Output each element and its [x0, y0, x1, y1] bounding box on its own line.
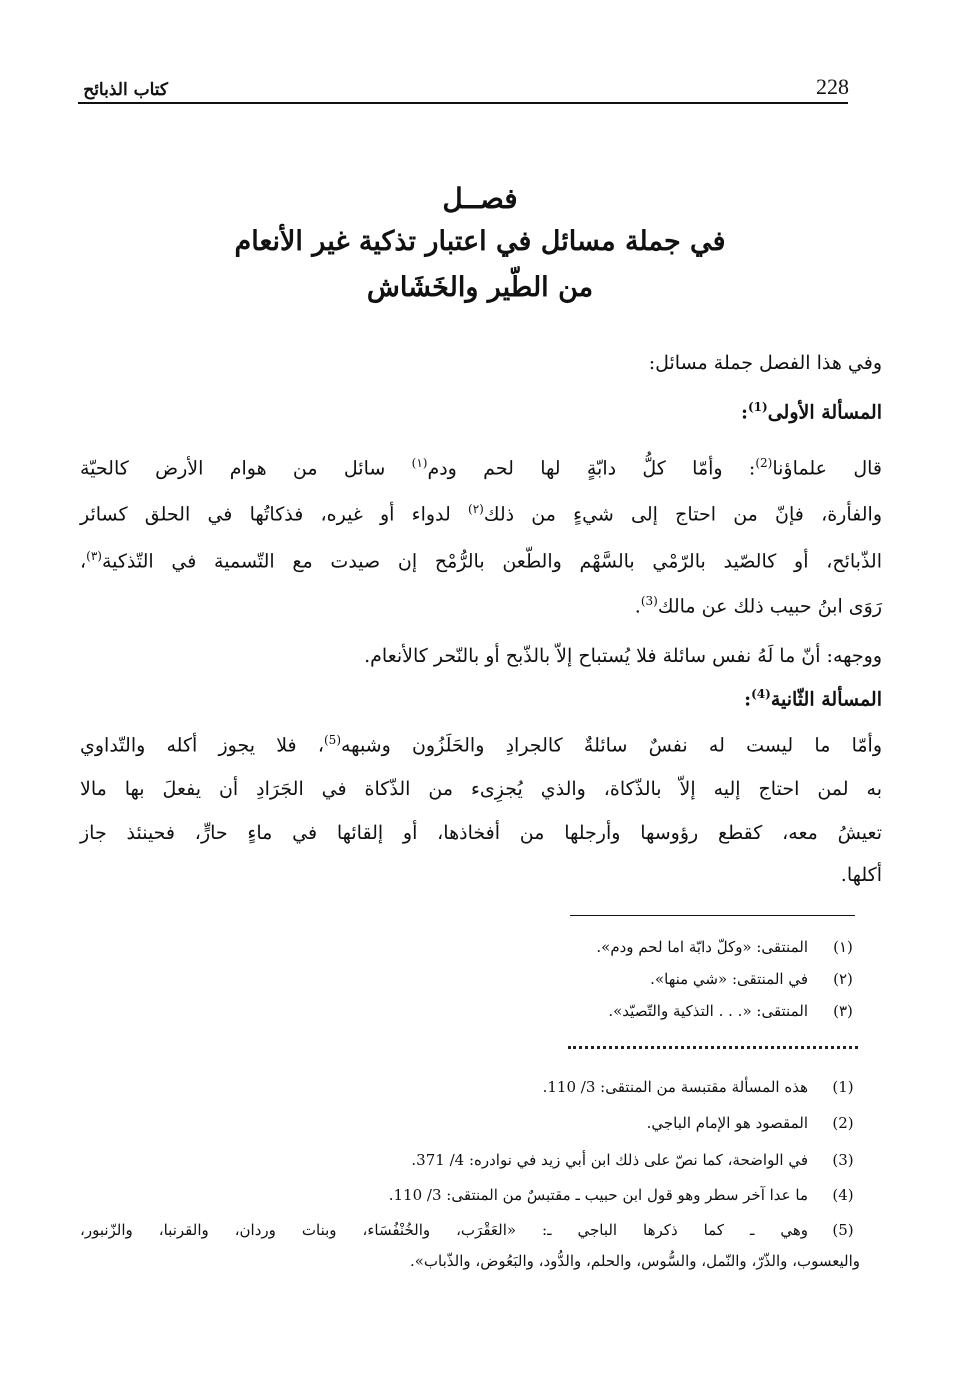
paragraph-3-line-1: وأمّا ما ليست له نفسٌ سائلةٌ كالجرادِ والحَلَزُون وشبهه$^{(5)}$، فلا يجوز أكله والتّداوي — [80, 733, 882, 757]
footnote-text: ما عدا آخر سطر وهو قول ابن حبيب ـ مقتبسٌ من المنتقى: 3/ 110. — [388, 1186, 808, 1204]
footnote-text: المنتقى: «. . . التذكية والتّصيّد». — [608, 1002, 808, 1020]
header-rule — [78, 102, 848, 104]
question-1-heading: المسألة الأولى$^{(1)}$: — [740, 400, 882, 424]
running-header-book-title: كتاب الذبائح — [83, 80, 168, 100]
question-2-heading-text: المسألة الثّانية — [770, 688, 882, 711]
question-2-heading: المسألة الثّانية$^{(4)}$: — [744, 687, 882, 711]
section-subtitle-line-1: في جملة مسائل في اعتبار تذكية غير الأنعام — [234, 226, 726, 257]
footnote-number: (3) — [832, 1151, 854, 1169]
footnote-text: في الواضحة، كما نصّ على ذلك ابن أبي زيد في نوادره: 4/ 371. — [411, 1151, 808, 1169]
footnote-text: في المنتقى: «شي منها». — [650, 970, 808, 988]
question-1-heading-text: المسألة الأولى — [767, 401, 882, 424]
footnote-text: المنتقى: «وكلّ دابّة اما لحم ودم». — [596, 938, 808, 956]
paragraph-3-line-4: أكلها. — [840, 864, 882, 886]
paragraph-3-line-2: به لمن احتاج إليه إلاّ بالذّكاة، والذي يُجزِىء من الذّكاة في الجَرَادِ أن يفعلَ بها مالا — [80, 778, 882, 800]
paragraph-2: ووجهه: أنّ ما لَهُ نفس سائلة فلا يُستباح إلاّ بالذّبح أو بالنّحر كالأنعام. — [364, 645, 882, 667]
footnote-ref: (١) — [411, 456, 428, 470]
intro-line: وفي هذا الفصل جملة مسائل: — [648, 352, 882, 374]
footnote-number: (1) — [832, 1078, 854, 1096]
footnote-separator — [570, 915, 855, 916]
footnote-ref: (٢) — [468, 502, 484, 516]
footnote-ref: (3) — [640, 594, 658, 608]
footnote-ref: (٣) — [86, 549, 102, 563]
footnote-number: (5) — [832, 1221, 854, 1239]
footnote-text-continuation: واليعسوب، والذّرّ، والنّمل، والسُّوس، والحلم، والدُّود، والبَعُوض، والذّباب». — [409, 1252, 860, 1270]
footnote-number: (١) — [833, 938, 853, 956]
footnote-ref: (2) — [755, 456, 773, 470]
paragraph-1-line-2: والفأرة، فإنّ من احتاج إلى شيءٍ من ذلك$^{(٢)}$ لدواء أو غيره، فذكاتُها في الحلق كسائر — [80, 502, 882, 526]
footnote-number: (4) — [832, 1186, 854, 1204]
paragraph-3-line-3: تعيشُ معه، كقطع رؤوسها وأرجلها من أفخاذها، أو إلقائها في ماءٍ حارٍّ، فحينئذ جاز — [80, 822, 882, 844]
paragraph-1-line-1: قال علماؤنا$^{(2)}$: وأمّا كلُّ دابّةٍ لها لحم ودم$^{(١)}$ سائل من هوام الأرض كالحيّة — [80, 456, 883, 480]
footnote-number: (2) — [832, 1114, 854, 1132]
paragraph-1-line-4: رَوَى ابنُ حبيب ذلك عن مالك$^{(3)}$. — [634, 594, 882, 618]
footnote-number: (٣) — [833, 1002, 853, 1020]
footnote-dotted-separator — [568, 1046, 858, 1049]
section-title: فصــل — [442, 182, 518, 215]
footnote-text: وهي ـ كما ذكرها الباجي ـ: «العَقْرَب، والخُنْفُسَاء، وبنات وردان، والقرنبا، والزّنبور، — [80, 1221, 808, 1239]
footnote-text: هذه المسألة مقتبسة من المنتقى: 3/ 110. — [542, 1078, 808, 1096]
footnote-ref: (4) — [751, 687, 771, 701]
footnote-ref: (1) — [747, 400, 768, 414]
section-subtitle-line-2: من الطّير والخَشَاش — [366, 272, 594, 303]
paragraph-1-line-3: الذّبائح، أو كالصّيد بالرّمْي بالسَّهْم والطّعن بالرُّمْح إن صيدت مع التّسمية في التّذكية$^{(٣)}$، — [80, 549, 882, 573]
footnote-text: المقصود هو الإمام الباجي. — [646, 1114, 808, 1132]
footnote-ref: (5) — [323, 733, 341, 747]
footnote-number: (٢) — [833, 970, 853, 988]
page-number: 228 — [816, 74, 849, 99]
